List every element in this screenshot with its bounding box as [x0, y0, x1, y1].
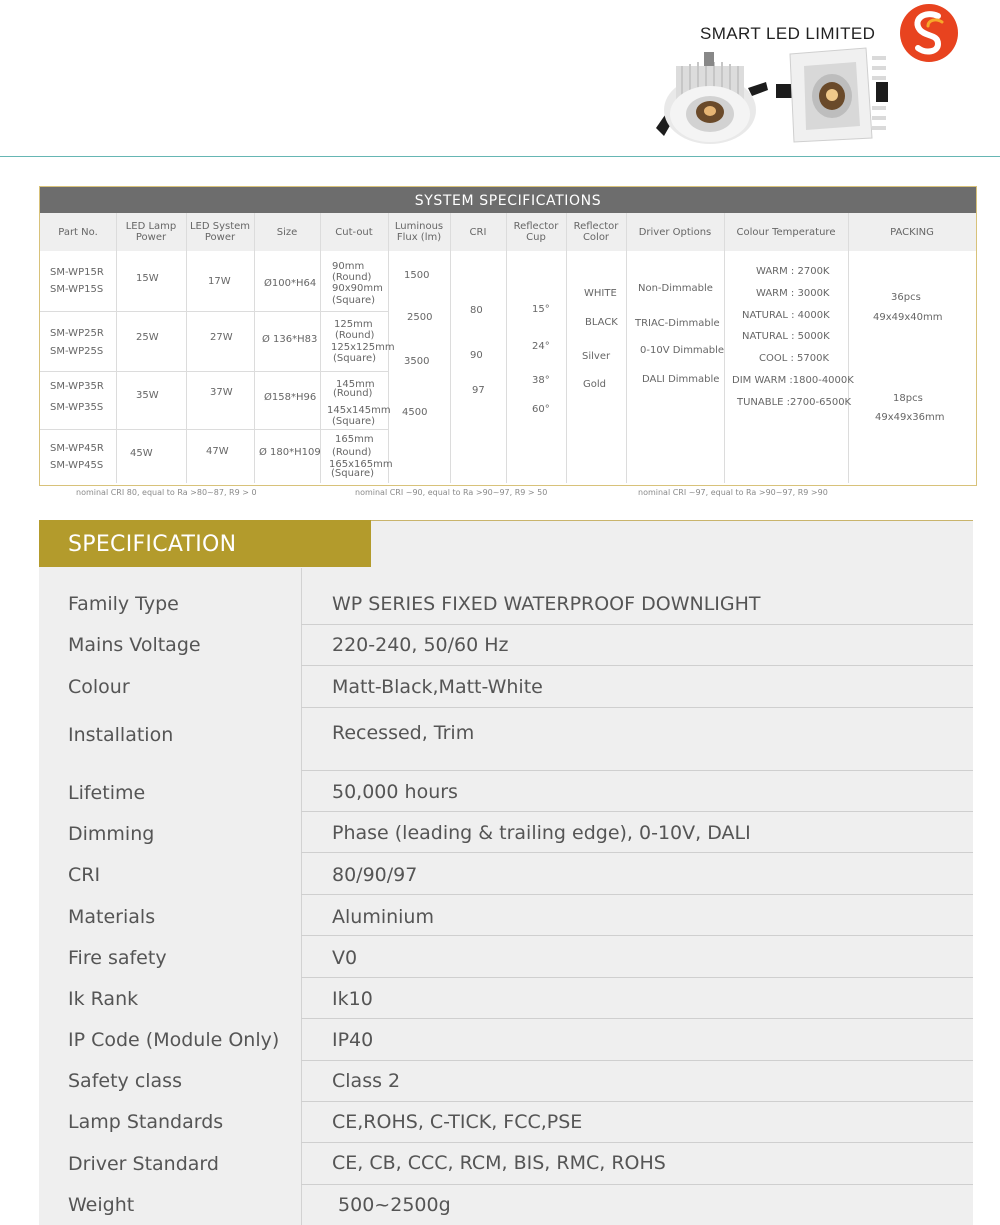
- spec-row-divider: [301, 1060, 973, 1061]
- spec-label: Safety class: [68, 1070, 182, 1092]
- table-cell-cri: 80: [470, 305, 483, 316]
- spec-value: CE,ROHS, C-TICK, FCC,PSE: [332, 1111, 583, 1133]
- spec-value: IP40: [332, 1029, 374, 1051]
- table-cell-lamp-power: 35W: [136, 390, 159, 401]
- table-cell-driver: TRIAC-Dimmable: [635, 318, 720, 329]
- spec-value: Aluminium: [332, 906, 434, 928]
- col-luminous-flux: Luminous Flux (lm): [394, 221, 444, 243]
- col-colour-temperature: Colour Temperature: [736, 226, 836, 238]
- table-cell-flux: 1500: [404, 270, 430, 281]
- table-cell-reflector-cup: 38°: [532, 375, 550, 386]
- spec-row-divider: [301, 894, 973, 895]
- table-cell-size: Ø 136*H83: [262, 334, 318, 345]
- table-cell-part: SM-WP35S: [50, 402, 104, 413]
- table-cell-cri: 97: [472, 385, 485, 396]
- table-cell-reflector-color: BLACK: [585, 317, 618, 328]
- spec-row-divider: [301, 770, 973, 771]
- spec-label: Fire safety: [68, 947, 167, 969]
- table-cell-system-power: 27W: [210, 332, 233, 343]
- col-cri: CRI: [469, 226, 487, 238]
- table-cell-reflector-cup: 15°: [532, 304, 550, 315]
- cri-note: nominal CRI ~97, equal to Ra >90~97, R9 >90: [638, 488, 828, 497]
- table-cell-packing: 18pcs: [893, 393, 923, 404]
- col-divider: [724, 213, 725, 483]
- col-size: Size: [276, 226, 298, 238]
- page-header: [0, 0, 1000, 158]
- table-cell-cutout: 165mm: [335, 434, 374, 445]
- spec-value: Phase (leading & trailing edge), 0-10V, DALI: [332, 822, 751, 844]
- spec-label: Family Type: [68, 593, 179, 615]
- col-reflector-color: Reflector Color: [573, 221, 619, 243]
- table-cell-lamp-power: 45W: [130, 448, 153, 459]
- table-cell-size: Ø100*H64: [264, 278, 317, 289]
- spec-label: Dimming: [68, 823, 155, 845]
- table-cell-lamp-power: 15W: [136, 273, 159, 284]
- table-cell-cutout: (Square): [332, 295, 376, 306]
- table-cell-part: SM-WP25S: [50, 346, 104, 357]
- spec-value: WP SERIES FIXED WATERPROOF DOWNLIGHT: [332, 593, 761, 615]
- spec-label: CRI: [68, 864, 101, 886]
- col-divider: [506, 213, 507, 483]
- table-cell-cutout: (Square): [332, 416, 376, 427]
- table-cell-flux: 4500: [402, 407, 428, 418]
- spec-row-divider: [301, 977, 973, 978]
- table-cell-system-power: 47W: [206, 446, 229, 457]
- table-cell-part: SM-WP45R: [50, 443, 104, 454]
- col-system-power: LED System Power: [189, 221, 251, 243]
- spec-row-divider: [301, 935, 973, 936]
- table-cell-cutout: (Square): [331, 468, 375, 479]
- table-cell-cct: WARM : 3000K: [756, 288, 830, 299]
- table-cell-cutout: 90x90mm: [332, 283, 383, 294]
- table-cell-cct: NATURAL : 4000K: [742, 310, 830, 321]
- spec-label: Installation: [68, 724, 174, 746]
- spec-row-divider: [301, 1184, 973, 1185]
- table-cell-reflector-cup: 60°: [532, 404, 550, 415]
- spec-value: 500~2500g: [332, 1194, 451, 1216]
- table-cell-cct: TUNABLE :2700-6500K: [737, 397, 852, 408]
- spec-column-divider: [301, 568, 302, 1225]
- table-cell-reflector-cup: 24°: [532, 341, 550, 352]
- table-cell-cutout: 145mm: [336, 379, 375, 390]
- table-cell-part: SM-WP45S: [50, 460, 104, 471]
- table-cell-cutout: 125mm: [334, 319, 373, 330]
- table-cell-cct: WARM : 2700K: [756, 266, 830, 277]
- system-specifications-title: SYSTEM SPECIFICATIONS: [40, 187, 976, 213]
- spec-label: Mains Voltage: [68, 634, 201, 656]
- spec-row-divider: [301, 707, 973, 708]
- col-divider: [116, 213, 117, 483]
- spec-row-divider: [301, 624, 973, 625]
- table-cell-cutout: (Round): [333, 388, 373, 399]
- table-cell-system-power: 17W: [208, 276, 231, 287]
- spec-label: Weight: [68, 1194, 135, 1216]
- spec-value: Class 2: [332, 1070, 401, 1092]
- spec-row-divider: [301, 1142, 973, 1143]
- spec-label: Driver Standard: [68, 1153, 219, 1175]
- col-divider: [450, 213, 451, 483]
- table-cell-part: SM-WP25R: [50, 328, 104, 339]
- spec-value: 220-240, 50/60 Hz: [332, 634, 509, 656]
- spec-value: Recessed, Trim: [332, 722, 475, 744]
- table-cell-cutout: (Round): [332, 272, 372, 283]
- header-divider: [0, 156, 1000, 157]
- col-part-no: Part No.: [58, 226, 98, 238]
- table-cell-reflector-color: Gold: [583, 379, 606, 390]
- col-divider: [186, 213, 187, 483]
- table-cell-reflector-color: Silver: [582, 351, 611, 362]
- table-cell-packing: 36pcs: [891, 292, 921, 303]
- spec-label: Lamp Standards: [68, 1111, 224, 1133]
- table-cell-cutout: (Round): [332, 447, 372, 458]
- spec-value: Ik10: [332, 988, 373, 1010]
- spec-row-divider: [301, 1101, 973, 1102]
- table-cell-cri: 90: [470, 350, 483, 361]
- table-cell-part: SM-WP35R: [50, 381, 104, 392]
- table-cell-cct: DIM WARM :1800-4000K: [732, 375, 854, 386]
- col-reflector-cup: Reflector Cup: [513, 221, 559, 243]
- spec-value: V0: [332, 947, 358, 969]
- table-cell-cutout: (Round): [335, 330, 375, 341]
- col-divider: [254, 213, 255, 483]
- table-cell-driver: 0-10V Dimmable: [640, 345, 725, 356]
- table-cell-cutout: 145x145mm: [327, 405, 391, 416]
- col-divider: [848, 213, 849, 483]
- col-divider: [566, 213, 567, 483]
- table-cell-part: SM-WP15R: [50, 267, 104, 278]
- spec-label: IP Code (Module Only): [68, 1029, 280, 1051]
- table-cell-lamp-power: 25W: [136, 332, 159, 343]
- spec-label: Colour: [68, 676, 130, 698]
- col-driver-options: Driver Options: [638, 226, 712, 238]
- spec-row-divider: [301, 1018, 973, 1019]
- spec-row-divider: [301, 811, 973, 812]
- table-cell-flux: 3500: [404, 356, 430, 367]
- system-specifications-table: [39, 186, 977, 486]
- spec-label: Materials: [68, 906, 156, 928]
- spec-label: Ik Rank: [68, 988, 139, 1010]
- table-cell-system-power: 37W: [210, 387, 233, 398]
- cri-note: nominal CRI 80, equal to Ra >80~87, R9 > 0: [76, 488, 257, 497]
- table-cell-size: Ø 180*H109: [259, 447, 321, 458]
- col-lamp-power: LED Lamp Power: [125, 221, 177, 243]
- table-header-row: [40, 213, 976, 251]
- table-cell-packing: 49x49x40mm: [873, 312, 943, 323]
- round-downlight-image: [652, 48, 770, 148]
- row-divider: [40, 311, 388, 312]
- col-cut-out: Cut-out: [335, 226, 373, 238]
- table-cell-flux: 2500: [407, 312, 433, 323]
- spec-row-divider: [301, 852, 973, 853]
- spec-value: CE, CB, CCC, RCM, BIS, RMC, ROHS: [332, 1152, 666, 1174]
- table-cell-part: SM-WP15S: [50, 284, 104, 295]
- row-divider: [40, 371, 388, 372]
- col-divider: [626, 213, 627, 483]
- table-cell-driver: DALI Dimmable: [642, 374, 720, 385]
- specification-section: [39, 520, 973, 1225]
- spec-value: 80/90/97: [332, 864, 418, 886]
- table-cell-cct: NATURAL : 5000K: [742, 331, 830, 342]
- spec-value: 50,000 hours: [332, 781, 458, 803]
- table-cell-packing: 49x49x36mm: [875, 412, 945, 423]
- specification-title: SPECIFICATION: [39, 520, 371, 567]
- table-cell-reflector-color: WHITE: [584, 288, 617, 299]
- company-name: SMART LED LIMITED: [700, 24, 876, 43]
- spec-label: Lifetime: [68, 782, 146, 804]
- table-cell-driver: Non-Dimmable: [638, 283, 713, 294]
- table-cell-cutout: 125x125mm: [331, 342, 395, 353]
- row-divider: [40, 429, 388, 430]
- col-divider: [320, 213, 321, 483]
- col-packing: PACKING: [890, 226, 934, 238]
- cri-note: nominal CRI ~90, equal to Ra >90~97, R9 > 50: [355, 488, 548, 497]
- table-cell-size: Ø158*H96: [264, 392, 317, 403]
- square-downlight-image: [776, 46, 896, 144]
- spec-row-divider: [301, 665, 973, 666]
- company-logo-icon: [898, 2, 960, 64]
- table-cell-cutout: (Square): [333, 353, 377, 364]
- table-cell-cct: COOL : 5700K: [759, 353, 830, 364]
- table-cell-cutout: 90mm: [332, 261, 365, 272]
- spec-value: Matt-Black,Matt-White: [332, 676, 543, 698]
- table-cell-cutout: 165x165mm: [329, 459, 393, 470]
